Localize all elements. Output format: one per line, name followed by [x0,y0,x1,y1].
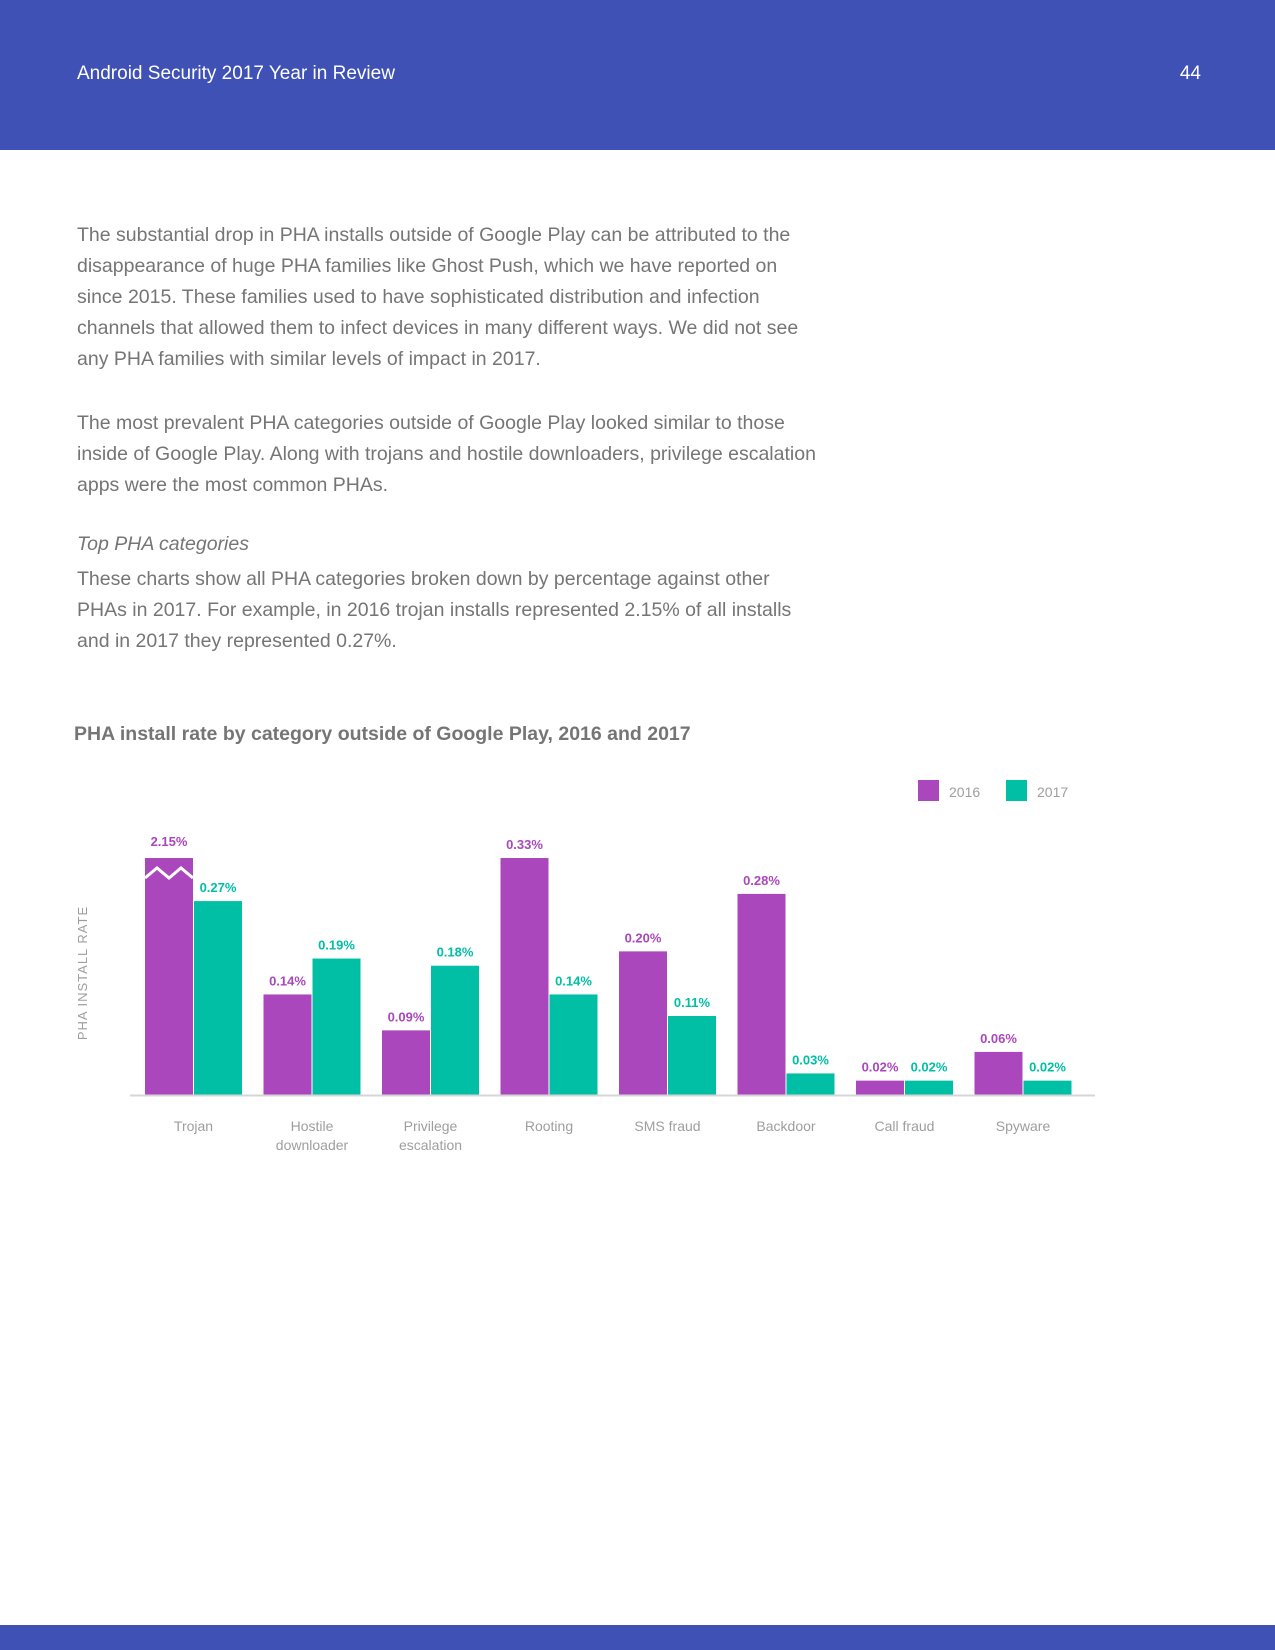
bar-2017-1 [313,959,361,1095]
legend-swatch-2016 [918,780,939,801]
data-label-2017-6: 0.02% [910,1059,948,1075]
bar-2016-0 [145,858,193,1095]
data-label-2016-4: 0.20% [624,930,662,946]
data-label-2016-6: 0.02% [861,1059,899,1075]
legend-label-2016: 2016 [949,784,981,800]
x-tick-label-5-0: Backdoor [756,1118,816,1134]
data-label-2017-3: 0.14% [555,973,592,989]
x-tick-label-0-0: Trojan [173,1118,214,1134]
x-tick-label-2-1: escalation [398,1137,463,1153]
data-label-2017-4: 0.11% [673,995,711,1010]
bar-2016-5 [738,894,786,1095]
page-number: 44 [1179,63,1201,84]
data-label-2017-1: 0.19% [318,937,355,953]
data-label-2017-0: 0.27% [199,880,237,896]
chart-title: PHA install rate by category outside of Google Play, 2016 and 2017 [74,723,691,745]
data-label-2016-5: 0.28% [743,872,780,888]
body-paragraph-2: The most prevalent PHA categories outside of Google Play looked similar to those inside of Google Play. Along with trojans and hostile downloaders, privilege escalation apps were the most common PHAs. [77,412,816,496]
document-title: Android Security 2017 Year in Review [77,63,395,84]
legend-label-2017: 2017 [1037,784,1069,800]
bar-2017-0 [194,901,242,1095]
x-tick-label-1-1: downloader [275,1137,349,1153]
page-footer [0,1625,1275,1650]
data-label-2017-2: 0.18% [436,944,474,960]
legend-swatch-2017 [1006,780,1027,801]
bar-2016-2 [382,1030,430,1095]
body-paragraph-3: These charts show all PHA categories broken down by percentage against other PHAs in 2017. For example, in 2016 trojan installs represented 2.15% of all installs and in 2017 they represented 0.27%. [77,568,792,652]
y-axis-label: PHA INSTALL RATE [75,905,90,1041]
bar-chart [0,760,1275,1180]
bar-2017-3 [550,994,598,1095]
bar-2017-7 [1024,1081,1072,1095]
x-tick-label-3-0: Rooting [524,1118,574,1134]
data-label-2016-3: 0.33% [506,837,543,852]
data-label-2016-1: 0.14% [269,973,306,989]
data-label-2016-7: 0.06% [980,1030,1017,1046]
x-tick-label-4-0: SMS fraud [634,1118,701,1134]
data-label-2016-2: 0.09% [387,1009,425,1025]
bar-2017-4 [668,1016,716,1095]
x-tick-label-7-0: Spyware [995,1118,1051,1134]
bar-2016-1 [264,994,312,1095]
page-header [0,0,1275,150]
bar-2016-4 [619,951,667,1095]
data-label-2017-7: 0.02% [1029,1059,1066,1075]
bar-2017-6 [905,1081,953,1095]
body-paragraph-1: The substantial drop in PHA installs outside of Google Play can be attributed to the disappearance of huge PHA families like Ghost Push, which we have reported on since 2015. These families used to have sophisticated distribution and infection channels that allowed them to infect devices in many different ways. We did not see any PHA families with similar levels of impact in 2017. [77,224,799,370]
x-tick-label-6-0: Call fraud [874,1118,935,1134]
data-label-2017-5: 0.03% [792,1052,829,1068]
x-tick-label-2-0: Privilege [403,1118,458,1134]
bar-2016-3 [501,858,549,1095]
x-tick-label-1-0: Hostile [290,1118,334,1134]
bar-2017-5 [787,1073,835,1095]
bar-2016-7 [975,1052,1023,1095]
bar-2016-6 [856,1081,904,1095]
bar-2017-2 [431,966,479,1095]
data-label-2016-0: 2.15% [150,834,188,849]
section-subheading: Top PHA categories [77,533,249,555]
